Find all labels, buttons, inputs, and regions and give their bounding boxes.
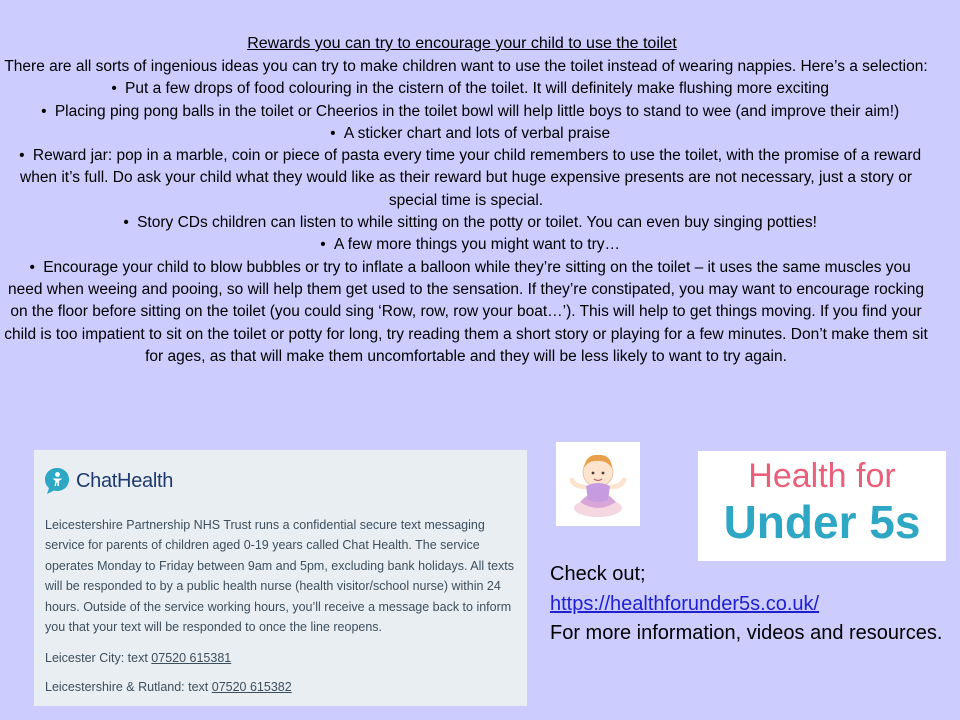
list-item-text: A sticker chart and lots of verbal praise: [343, 124, 611, 142]
bullet-icon: •: [330, 124, 336, 142]
list-item-text: A few more things you might want to try…: [333, 236, 620, 254]
list-item: [4, 257, 928, 368]
bullet-icon: •: [111, 80, 117, 98]
baby-on-potty-image: [556, 442, 640, 526]
logo-line-2: Under 5s: [723, 496, 921, 548]
contact-leicestershire-rutland: [45, 680, 292, 694]
chat-bubble-icon: [44, 467, 70, 495]
intro-text: There are all sorts of ingenious ideas you can try to make children want to use the toilet instead of wearing nappies. Here’s a selection:: [4, 58, 928, 75]
list-item-text: Put a few drops of food colouring in the cistern of the toilet. It will definitely make flushing more exciting: [125, 80, 829, 98]
bullet-icon: •: [19, 147, 25, 165]
list-item: [4, 123, 928, 145]
list-item-text: Story CDs children can listen to while sitting on the potty or toilet. You can even buy singing potties!: [137, 214, 817, 232]
contact-label: Leicestershire & Rutland: text: [45, 680, 212, 694]
chathealth-description: Leicestershire Partnership NHS Trust runs a confidential secure text messaging service for parents of children aged 0-19 years called Chat Health. The service operates Monday to Friday between 9am and 5pm, excluding bank holidays. All texts will be responded to by a public health nurse (health visitor/school nurse) within 24 hours. Outside of the service working hours, you’ll receive a message back to inform you that your text will be responded to once the line reopens.: [45, 518, 515, 635]
bullet-icon: •: [29, 258, 35, 276]
logo-line-1: Health for: [748, 457, 896, 495]
chathealth-panel: [34, 450, 527, 706]
contact-label: Leicester City: text: [45, 651, 152, 665]
list-item: [4, 234, 928, 256]
list-item-text: Encourage your child to blow bubbles or try to inflate a balloon while they’re sitting on the toilet – it uses the same muscles you need when weeing and pooing, so will help them get used to the sensation. If they’re constipated, you may want to encourage rocking on the floor before sitting on the toilet (you could sing ‘Row, row, row your boat…’). This will help to get things moving. If you find your child is too impatient to sit on the toilet or potty for long, try reading them a short story or playing for a few minutes. Don’t make them sit for ages, as that will make them uncomfortable and they will be less likely to want to try again.: [4, 258, 928, 365]
contact-number-link[interactable]: 07520 615381: [151, 651, 232, 665]
checkout-info-text: For more information, videos and resources.: [550, 622, 943, 644]
list-item-text: Placing ping pong balls in the toilet or Cheerios in the toilet bowl will help little boys to stand to wee (and improve their aim!): [54, 102, 900, 120]
list-item: [4, 212, 928, 234]
health-for-under-5s-logo: [698, 451, 946, 561]
bullet-icon: •: [123, 214, 129, 232]
chathealth-logo: [44, 466, 173, 496]
main-content: [4, 56, 928, 368]
ideas-list: [4, 78, 928, 368]
list-item-text: Reward jar: pop in a marble, coin or piece of pasta every time your child remembers to use the toilet, with the promise of a reward when it’s full. Do ask your child what they would like as their reward but huge expensive presents are not necessary, just a story or special time is special.: [20, 147, 922, 209]
bullet-icon: •: [320, 236, 326, 254]
checkout-heading: Check out;: [550, 563, 646, 585]
list-item: [4, 101, 928, 123]
baby-illustration: [556, 442, 640, 526]
list-item: [4, 145, 928, 212]
chathealth-logo-text: ChatHealth: [76, 469, 174, 492]
bullet-icon: •: [41, 102, 47, 120]
website-link[interactable]: https://healthforunder5s.co.uk/: [550, 592, 820, 615]
checkout-section: [550, 560, 950, 649]
list-item: [4, 78, 928, 100]
page-title: Rewards you can try to encourage your child to use the toilet: [247, 35, 677, 52]
contact-leicester-city: [45, 651, 231, 665]
contact-number-link[interactable]: 07520 615382: [211, 680, 292, 694]
